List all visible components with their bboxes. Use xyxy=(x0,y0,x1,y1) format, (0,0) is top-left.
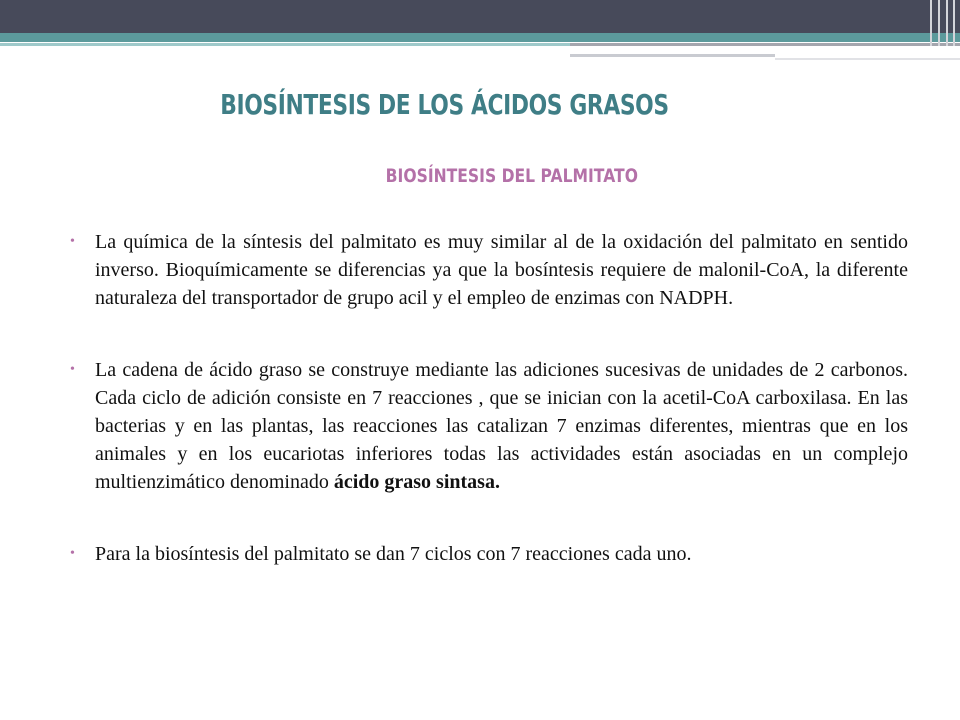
header-vertical-line xyxy=(946,0,948,46)
header-teal-bar xyxy=(0,33,960,42)
header-stripe xyxy=(570,43,960,46)
header-dark-bar xyxy=(0,0,960,33)
bullet-text: Para la biosíntesis del palmitato se dan 7 ciclos con 7 reacciones cada uno. xyxy=(95,543,692,565)
slide-title xyxy=(0,88,960,121)
bullet-bold-term: ácido graso sintasa. xyxy=(333,471,500,493)
bullet-item xyxy=(66,228,908,312)
bullet-marker: • xyxy=(70,362,75,377)
header-stripe xyxy=(775,58,960,60)
header-stripe xyxy=(570,54,775,57)
bullet-marker: • xyxy=(70,546,75,561)
bullet-text: La cadena de ácido graso se construye mediante las adiciones sucesivas de unidades de 2 carbonos. Cada ciclo de adición consiste en 7 reacciones , que se inician con la acetil-CoA carboxilasa. En las bacterias y en las plantas, las reacciones las catalizan 7 enzimas diferentes, mientras que en los animales y en los eucariotas inferiores todas las actividades están asociadas en un complejo multienzimático denominado xyxy=(95,359,908,493)
header-vertical-line xyxy=(930,0,932,46)
slide-subtitle xyxy=(0,165,960,187)
bullet-item xyxy=(66,540,908,568)
bullet-list xyxy=(66,228,908,568)
header-vertical-line xyxy=(938,0,940,46)
header-stripe xyxy=(570,49,888,51)
bullet-text: La química de la síntesis del palmitato es muy similar al de la oxidación del palmitato en sentido inverso. Bioquímicamente se diferencias ya que la bosíntesis requiere de malonil-CoA, la diferente naturaleza del transportador de grupo acil y el empleo de enzimas con NADPH. xyxy=(95,231,908,309)
slide-title-text: BIOSÍNTESIS DE LOS ÁCIDOS GRASOS xyxy=(219,88,669,121)
bullet-marker: • xyxy=(70,234,75,249)
slide-subtitle-text: BIOSÍNTESIS DEL PALMITATO xyxy=(385,165,639,187)
header-vertical-line xyxy=(953,0,955,46)
bullet-item xyxy=(66,356,908,496)
header-stripe xyxy=(0,43,570,46)
